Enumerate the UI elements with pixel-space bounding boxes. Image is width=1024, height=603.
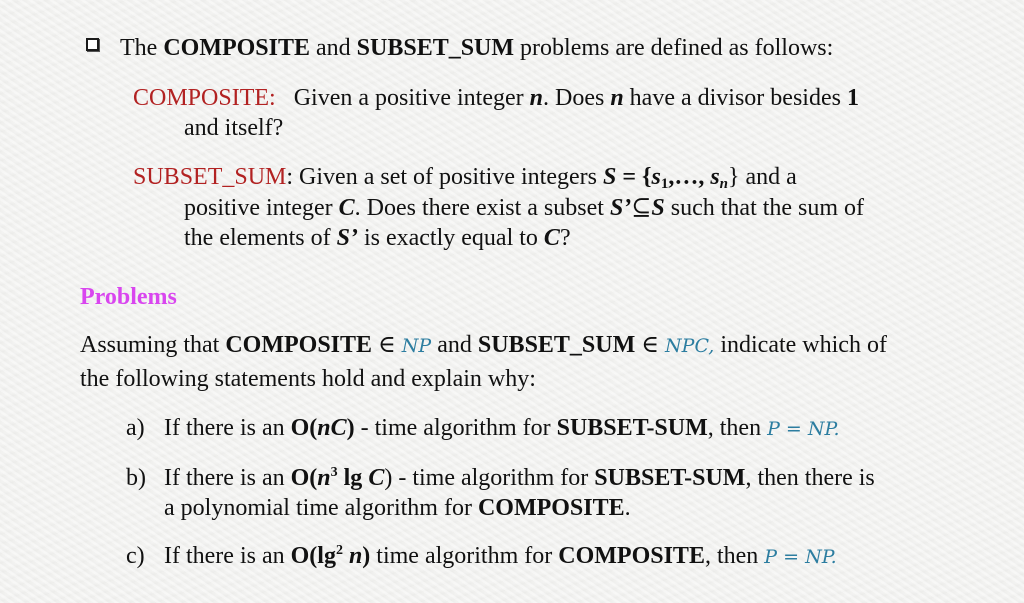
b-t2: - time algorithm for — [392, 465, 595, 491]
composite-text-3: have a divisor besides — [623, 85, 847, 111]
c-close: ) — [362, 543, 371, 569]
npc-class: NPC, — [665, 335, 715, 357]
subset-text-1: : Given a set of positive integers — [286, 164, 603, 190]
np-class-a: NP. — [807, 418, 840, 440]
subseteq-symbol: ⊆ — [631, 195, 652, 221]
c-t3: , then — [704, 543, 765, 569]
sub-n: n — [719, 176, 728, 192]
dots: ,…, — [668, 164, 711, 190]
item-c-marker: c) — [126, 543, 145, 569]
intro-line — [120, 34, 833, 62]
subset-sum-definition-line2 — [184, 194, 864, 222]
assume-t3: indicate which of — [714, 332, 887, 358]
subset-sum-definition — [133, 163, 797, 191]
var-n-2: n — [610, 85, 624, 111]
element-of-symbol: ∈ — [372, 332, 402, 358]
np-class: NP — [401, 335, 432, 357]
var-n: n — [529, 85, 543, 111]
assume-subset-sum: SUBSET_SUM — [477, 332, 636, 358]
assume-t1: Assuming that — [80, 332, 226, 358]
set-close: } and a — [728, 164, 797, 190]
a-nc: nC — [317, 415, 347, 441]
b-problem: SUBSET-SUM — [594, 465, 746, 491]
a-t3: , then — [707, 415, 768, 441]
problems-heading: Problems — [80, 284, 177, 310]
p-class-c: P — [764, 546, 778, 568]
p-class: P — [767, 418, 780, 440]
number-one: 1 — [846, 85, 859, 111]
a-problem: SUBSET-SUM — [556, 415, 708, 441]
s1: s — [651, 164, 661, 190]
item-b-text — [164, 464, 875, 492]
composite-text-2: . Does — [542, 85, 611, 111]
s-prime: S’ — [609, 195, 632, 221]
b-line2a: a polynomial time algorithm for — [164, 495, 478, 521]
line2b: . Does there exist a subset — [354, 195, 610, 221]
var-c-2: C — [543, 225, 560, 251]
intro-suffix: problems are defined as follows: — [514, 35, 834, 61]
intro-problem-subset-sum: SUBSET_SUM — [356, 35, 515, 61]
set-eq: = { — [616, 164, 652, 190]
set-s-2: S — [651, 195, 665, 221]
c-n: n — [342, 543, 363, 569]
b-c: C — [368, 465, 385, 491]
c-exp: 2 — [335, 543, 343, 558]
s-prime-2: S’ — [336, 225, 358, 251]
item-b-marker: b) — [126, 465, 146, 491]
c-eq: = — [777, 546, 806, 568]
intro-mid: and — [310, 35, 357, 61]
b-n: n — [317, 465, 331, 491]
set-s: S — [602, 164, 617, 190]
line2a: positive integer — [184, 195, 339, 221]
sn: s — [710, 164, 720, 190]
composite-text-1: Given a positive integer — [293, 85, 530, 111]
checkbox-bullet-icon — [86, 38, 99, 51]
np-class-c: NP. — [805, 546, 837, 568]
intro-problem-composite: COMPOSITE — [163, 35, 310, 61]
sub-1: 1 — [660, 176, 669, 192]
b-t3: , then there is — [745, 465, 875, 491]
a-t2: - time algorithm for — [354, 415, 557, 441]
element-of-symbol-2: ∈ — [635, 332, 666, 358]
c-t2: time algorithm for — [370, 543, 559, 569]
a-t1: If there is an — [164, 415, 291, 441]
composite-definition-line2: and itself? — [184, 115, 284, 141]
c-problem: COMPOSITE — [558, 543, 705, 569]
b-exp: 3 — [330, 465, 338, 480]
a-close: ) — [346, 415, 355, 441]
composite-label: COMPOSITE: — [133, 85, 276, 111]
item-c-text — [164, 542, 837, 571]
subset-sum-definition-line3 — [184, 224, 571, 252]
line3c: ? — [559, 225, 571, 251]
var-c: C — [338, 195, 355, 221]
subset-sum-label: SUBSET_SUM — [133, 164, 287, 190]
b-big-o: O( — [290, 465, 318, 491]
intro-prefix: The — [120, 35, 164, 61]
a-big-o: O( — [290, 415, 318, 441]
assumption-line2: the following statements hold and explain why: — [80, 366, 536, 392]
b-problem-2: COMPOSITE — [477, 495, 625, 521]
b-lg: lg — [337, 465, 369, 491]
line3b: is exactly equal to — [357, 225, 544, 251]
item-a-marker: a) — [126, 415, 145, 441]
assume-t2: and — [431, 332, 478, 358]
line2c: such that the sum of — [664, 195, 865, 221]
c-t1: If there is an — [164, 543, 291, 569]
b-line2b: . — [624, 495, 631, 521]
b-t1: If there is an — [164, 465, 291, 491]
assumption-line1 — [80, 331, 887, 360]
line3a: the elements of — [184, 225, 337, 251]
c-big-o: O(lg — [290, 543, 336, 569]
item-b-text-line2 — [164, 494, 631, 522]
assume-composite: COMPOSITE — [225, 332, 373, 358]
composite-definition — [133, 84, 859, 112]
item-a-text — [164, 414, 840, 443]
a-eq: = — [779, 418, 808, 440]
b-close: ) — [384, 465, 393, 491]
